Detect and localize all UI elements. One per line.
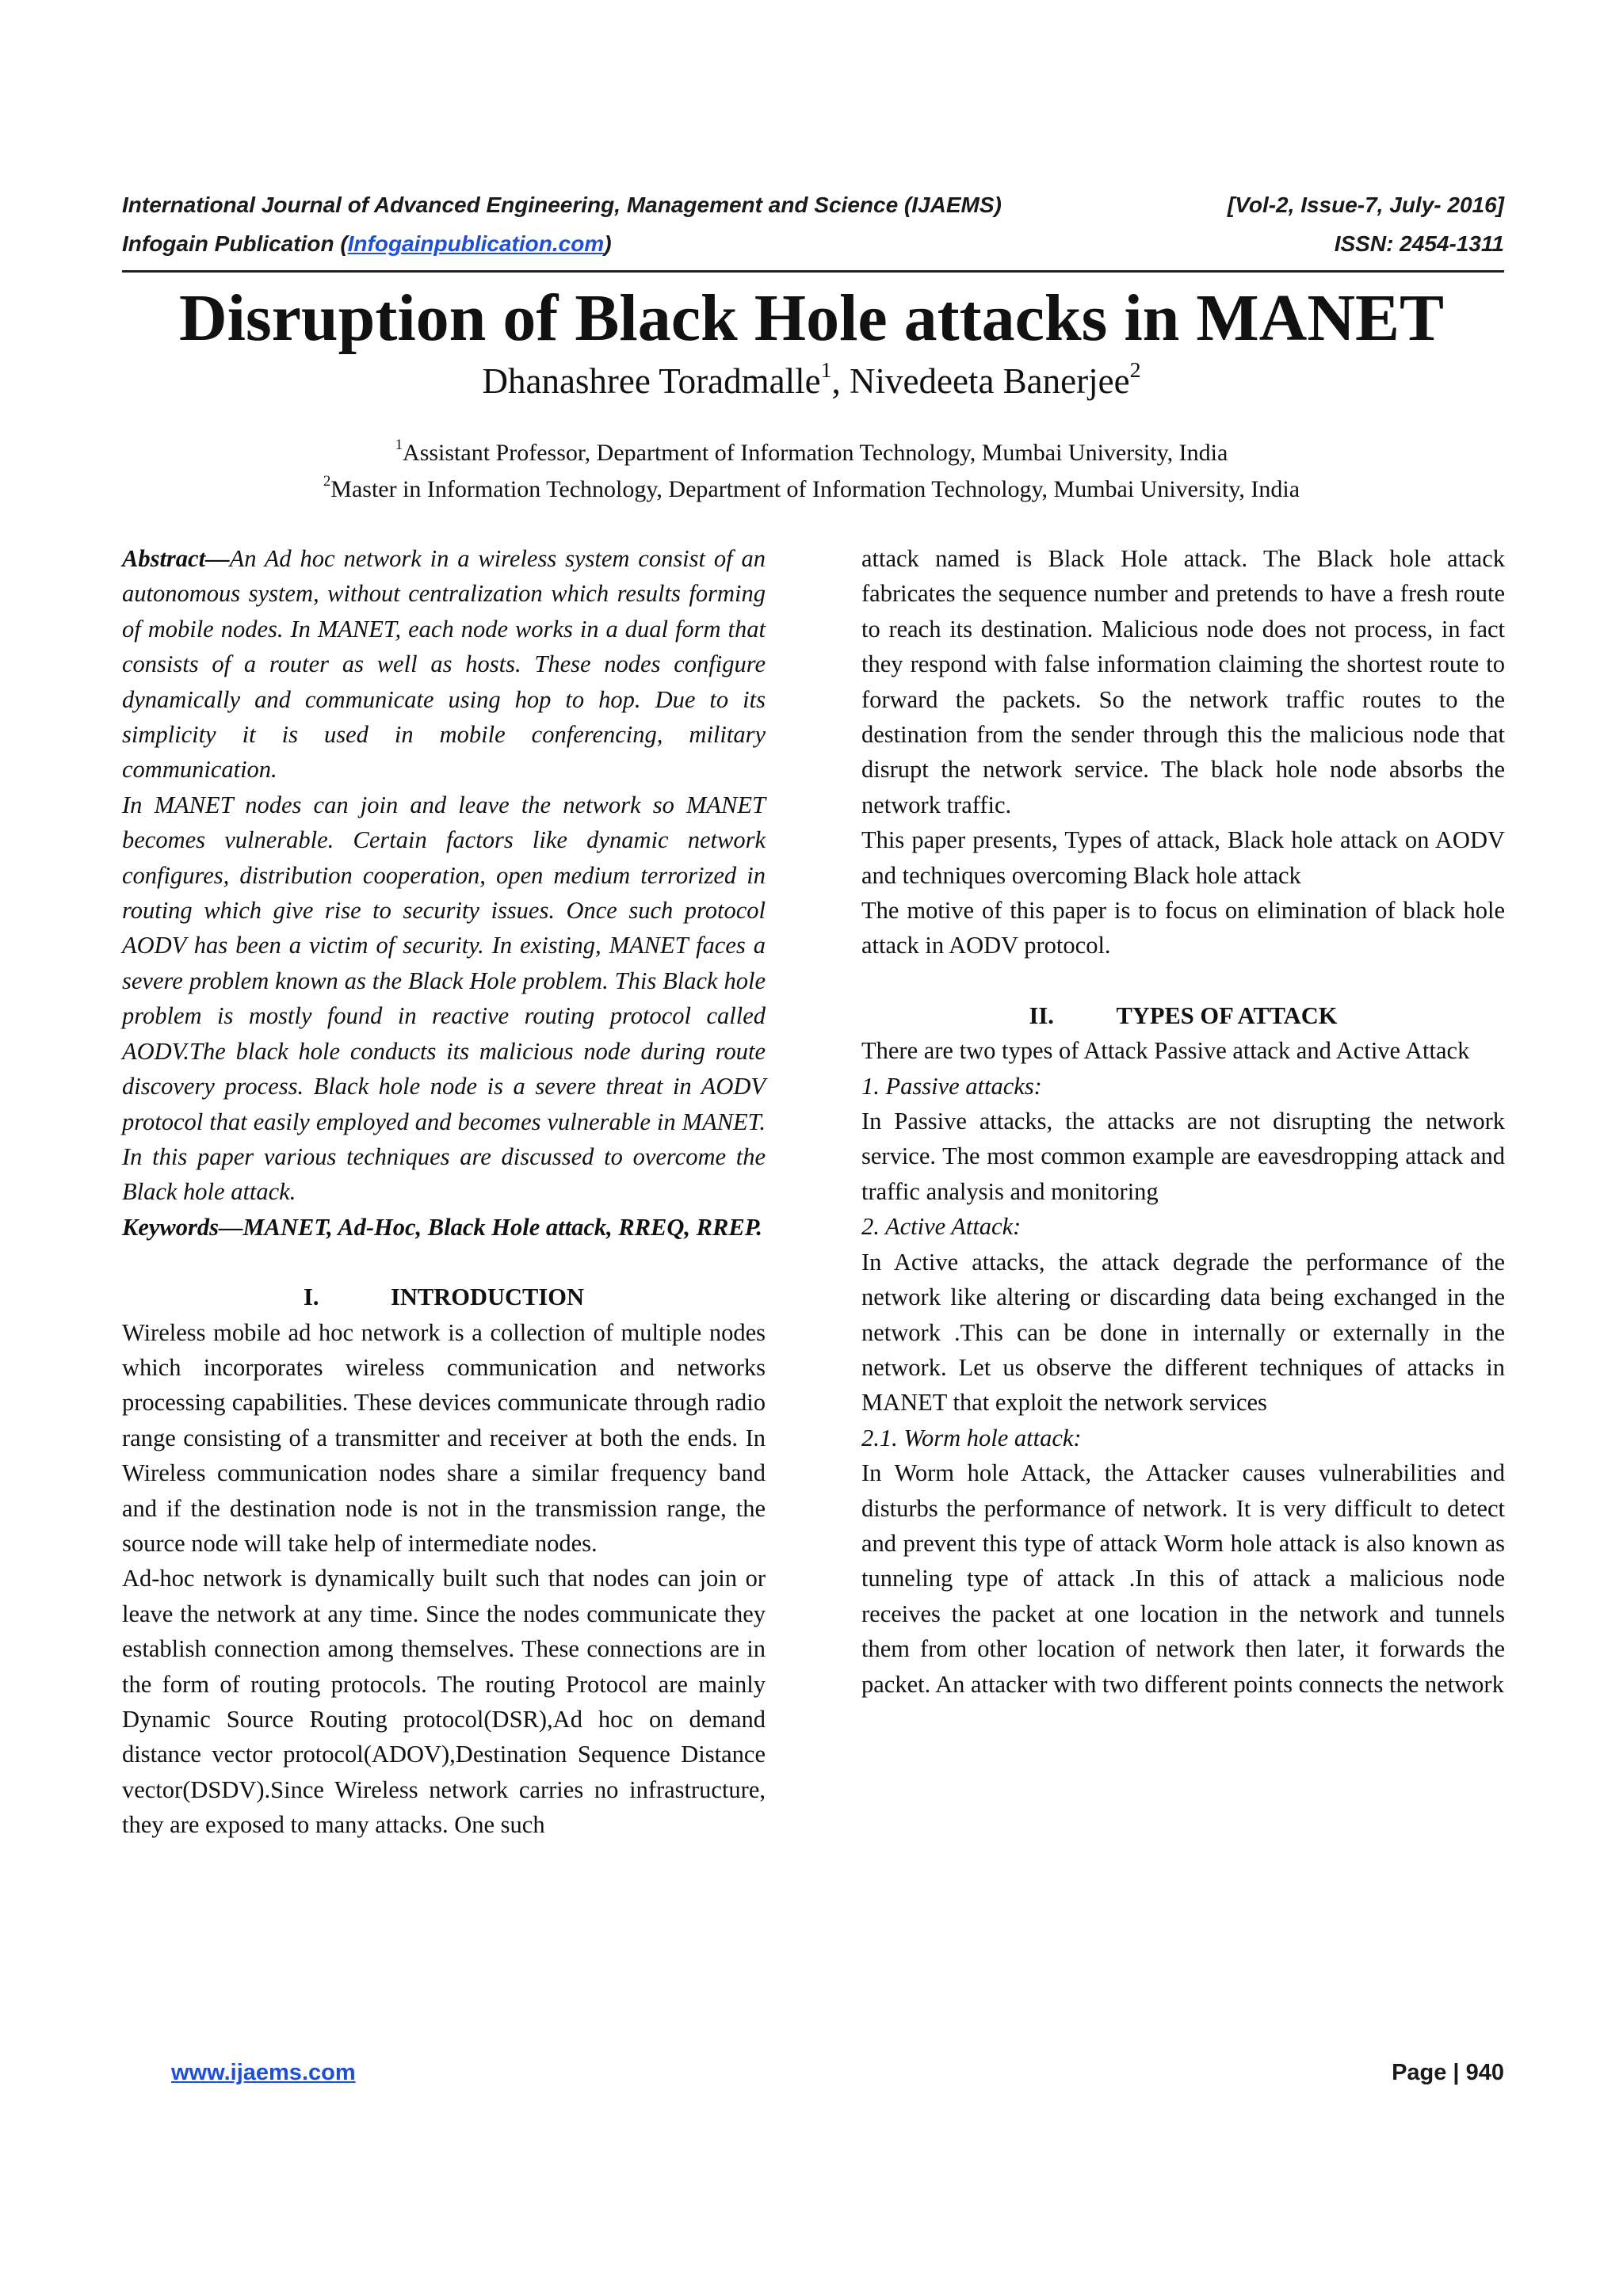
subheading-passive: 1. Passive attacks: [861, 1072, 1042, 1100]
running-header-line1 [122, 193, 1504, 221]
intro-paragraph-2: Ad-hoc network is dynamically built such that nodes can join or leave the network at any time. Since the nodes communicate they establish connection among themselves. These connections are in the form of routing protocols. The routing Protocol are mainly Dynamic Source Routing protocol(DSR),Ad hoc on demand distance vector protocol(ADOV),Destination Sequence Distance vector(DSDV).Since Wireless network carries no infrastructure, they are exposed to many attacks. One such [122, 1565, 766, 1839]
author-sup: 2 [1129, 357, 1141, 383]
footer-url-link[interactable]: www.ijaems.com [171, 2060, 356, 2085]
abstract [122, 541, 766, 1210]
authors [0, 357, 1623, 405]
publisher-suffix: ) [604, 231, 612, 256]
publisher-prefix: Infogain Publication ( [122, 231, 348, 256]
author-name: Nivedeeta Banerjee [850, 361, 1130, 401]
author-separator: , [831, 361, 850, 401]
header-rule [122, 270, 1504, 273]
journal-name: International Journal of Advanced Engineering, Management and Science (IJAEMS) [122, 193, 1002, 217]
section-title: INTRODUCTION [390, 1283, 585, 1311]
abstract-text-1: An Ad hoc network in a wireless system consist of an autonomous system, without centralization which results forming of mobile nodes. In MANET, each node works in a dual form that consists of a router as well as hosts. These nodes configure dynamically and communicate using hop to hop. Due to its simplicity it is used in mobile conferencing, military communication. [122, 545, 766, 784]
paper-title: Disruption of Black Hole attacks in MANET [178, 281, 1445, 355]
affiliation-1 [0, 436, 1623, 471]
right-column [861, 541, 1505, 1702]
intro-paragraph-4: This paper presents, Types of attack, Black hole attack on AODV and techniques overcoming Black hole attack [861, 826, 1505, 889]
active-paragraph: In Active attacks, the attack degrade the performance of the network like altering or discarding data being exchanged in the network .This can be done in internally or externally in the network. Let us observe the different techniques of attacks in MANET that exploit the network services [861, 1248, 1505, 1417]
page-footer [122, 2060, 1504, 2092]
affiliation-text: Master in Information Technology, Department of Information Technology, Mumbai University, India [330, 476, 1300, 502]
abstract-label: Abstract— [122, 545, 230, 572]
subheading-active: 2. Active Attack: [861, 1213, 1022, 1241]
keywords: Keywords—MANET, Ad-Hoc, Black Hole attack, RREQ, RREP. [122, 1213, 763, 1241]
volume-issue: [Vol-2, Issue-7, July- 2016] [1227, 193, 1504, 217]
abstract-paragraph-1 [122, 541, 766, 788]
section-title: TYPES OF ATTACK [1116, 1001, 1338, 1029]
abstract-paragraph-2: In MANET nodes can join and leave the network so MANET becomes vulnerable. Certain factors like dynamic network configures, distribution cooperation, open medium terrorized in routing which give rise to security issues. Once such protocol AODV has been a victim of security. In existing, MANET faces a severe problem known as the Black Hole problem. This Black hole problem is mostly found in reactive routing protocol called AODV.The black hole conducts its malicious node during route discovery process. Black hole node is a severe threat in AODV protocol that easily employed and becomes vulnerable in MANET. In this paper various techniques are discussed to overcome the Black hole attack. [122, 791, 766, 1206]
section-number: I. [303, 1283, 319, 1311]
section-number: II. [1029, 1001, 1054, 1029]
section-heading-introduction [122, 1280, 766, 1314]
affiliation-text: Assistant Professor, Department of Information Technology, Mumbai University, India [403, 440, 1228, 466]
intro-paragraph-1: Wireless mobile ad hoc network is a collection of multiple nodes which incorporates wireless communication and networks processing capabilities. These devices communicate through radio range consisting of a transmitter and receiver at both the ends. In Wireless communication nodes share a similar frequency band and if the destination node is not in the transmission range, the source node will take help of intermediate nodes. [122, 1318, 766, 1557]
intro-paragraph-5: The motive of this paper is to focus on elimination of black hole attack in AODV protocol. [861, 897, 1505, 959]
page-number: Page | 940 [1392, 2060, 1504, 2085]
publisher [122, 231, 612, 257]
affiliation-2 [0, 472, 1623, 507]
wormhole-paragraph: In Worm hole Attack, the Attacker causes vulnerabilities and disturbs the performance of network. It is very difficult to detect and prevent this type of attack Worm hole attack is also known as tunneling type of attack .In this of attack a malicious node receives the packet at one location in the network and tunnels them from other location of network then later, it forwards the packet. An attacker with two different points connects the network [861, 1459, 1505, 1698]
affiliation-sup: 1 [395, 437, 403, 454]
author-sup: 1 [820, 357, 832, 383]
left-column [122, 541, 766, 1843]
affiliation-sup: 2 [323, 473, 331, 490]
intro-paragraph-3: attack named is Black Hole attack. The Black hole attack fabricates the sequence number and pretends to have a fresh route to reach its destination. Malicious node does not process, in fact they respond with false information claiming the shortest route to forward the packets. So the network traffic routes to the destination from the sender through this the malicious node that disrupt the network service. The black hole node absorbs the network traffic. [861, 545, 1505, 818]
section-heading-types-of-attack [861, 998, 1505, 1033]
types-intro: There are two types of Attack Passive attack and Active Attack [861, 1037, 1470, 1065]
publisher-link[interactable]: Infogainpublication.com [347, 231, 605, 256]
running-header-line2 [122, 231, 1504, 260]
author-name: Dhanashree Toradmalle [482, 361, 821, 401]
passive-paragraph: In Passive attacks, the attacks are not disrupting the network service. The most common example are eavesdropping attack and traffic analysis and monitoring [861, 1108, 1505, 1205]
subheading-wormhole: 2.1. Worm hole attack: [861, 1424, 1082, 1451]
issn: ISSN: 2454-1311 [1334, 231, 1504, 256]
